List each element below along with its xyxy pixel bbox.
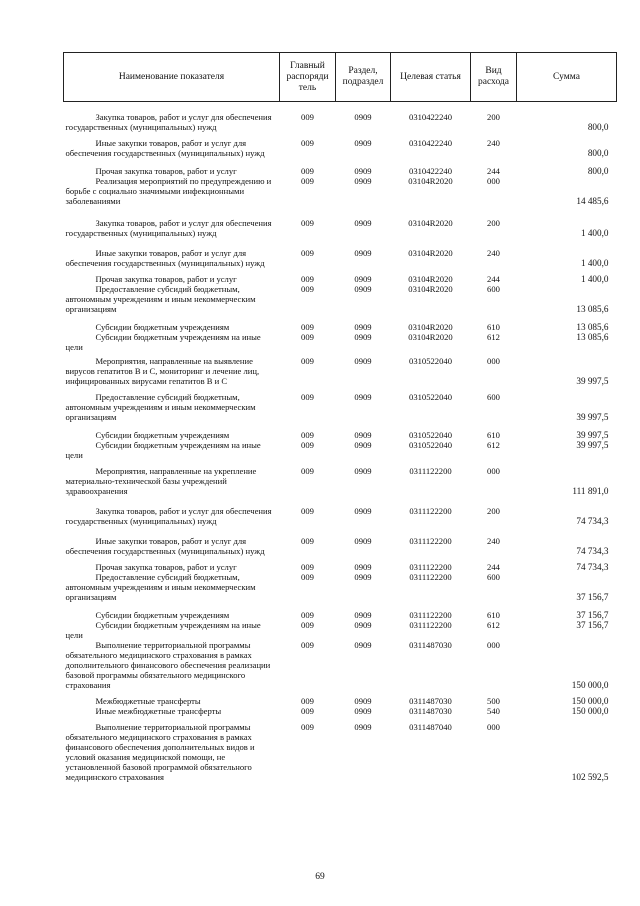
row-target: 0310422240 bbox=[409, 138, 452, 148]
row-admin: 009 bbox=[301, 430, 314, 440]
row-section: 0909 bbox=[354, 440, 372, 450]
row-type: 540 bbox=[487, 706, 500, 716]
row-section: 0909 bbox=[354, 176, 372, 186]
row-name: Прочая закупка товаров, работ и услуг bbox=[95, 562, 237, 572]
row-sum: 800,0 bbox=[587, 122, 609, 132]
row-target: 0311487030 bbox=[409, 706, 452, 716]
row-admin: 009 bbox=[301, 332, 314, 342]
row-name: Субсидии бюджетным учреждениям на иные цели bbox=[65, 440, 261, 460]
budget-table bbox=[63, 52, 617, 782]
row-type: 600 bbox=[487, 392, 500, 402]
row-name: Закупка товаров, работ и услуг для обеспечения государственных (муниципальных) нужд bbox=[65, 506, 272, 526]
table-body bbox=[64, 102, 617, 783]
header-target: Целевая статья bbox=[391, 53, 471, 102]
table-row bbox=[64, 722, 617, 782]
row-section: 0909 bbox=[354, 506, 372, 516]
row-section: 0909 bbox=[354, 248, 372, 258]
row-section: 0909 bbox=[354, 284, 372, 294]
table-row bbox=[64, 706, 617, 716]
row-name: Выполнение территориальной программы обязательного медицинского страхования в рамках финансового обеспечения дополнительных видов и условий оказания медицинской помощи, не установленной базовой программой обязательного медицинского страхования bbox=[65, 722, 255, 782]
row-admin: 009 bbox=[301, 284, 314, 294]
row-sum: 111 891,0 bbox=[572, 486, 609, 496]
row-target: 0311487040 bbox=[409, 722, 452, 732]
row-name: Мероприятия, направленные на укрепление материально-технической базы учреждений здравоохранения bbox=[65, 466, 257, 496]
row-sum: 37 156,7 bbox=[576, 620, 609, 630]
row-name: Выполнение территориальной программы обязательного медицинского страхования в рамках дополнительного финансового обеспечения реализации базовой программы обязательного медицинского страхования bbox=[65, 640, 271, 690]
row-section: 0909 bbox=[354, 562, 372, 572]
row-target: 0310522040 bbox=[409, 430, 452, 440]
row-sum: 800,0 bbox=[587, 148, 609, 158]
table-row bbox=[64, 112, 617, 132]
row-section: 0909 bbox=[354, 696, 372, 706]
row-section: 0909 bbox=[354, 332, 372, 342]
row-section: 0909 bbox=[354, 322, 372, 332]
table-row bbox=[64, 506, 617, 526]
row-sum: 37 156,7 bbox=[576, 592, 609, 602]
header-sum: Сумма bbox=[517, 53, 617, 102]
row-name: Прочая закупка товаров, работ и услуг bbox=[95, 166, 237, 176]
row-sum: 800,0 bbox=[587, 166, 609, 176]
row-section: 0909 bbox=[354, 138, 372, 148]
row-sum: 1 400,0 bbox=[580, 228, 609, 238]
row-sum: 39 997,5 bbox=[576, 430, 609, 440]
row-target: 0311122200 bbox=[409, 506, 452, 516]
row-name: Субсидии бюджетным учреждениям bbox=[95, 322, 230, 332]
row-admin: 009 bbox=[301, 322, 314, 332]
row-type: 244 bbox=[487, 274, 500, 284]
row-type: 000 bbox=[487, 176, 500, 186]
row-name: Предоставление субсидий бюджетным, автономным учреждениям и иным некоммерческим организациям bbox=[65, 392, 256, 422]
row-section: 0909 bbox=[354, 706, 372, 716]
row-target: 0310522040 bbox=[409, 392, 452, 402]
table-row bbox=[64, 218, 617, 238]
row-section: 0909 bbox=[354, 466, 372, 476]
row-section: 0909 bbox=[354, 620, 372, 630]
row-type: 000 bbox=[487, 722, 500, 732]
row-target: 03104R2020 bbox=[408, 218, 453, 228]
table-row bbox=[64, 572, 617, 602]
header-admin: Главный распоряди тель bbox=[280, 53, 336, 102]
row-target: 0310422240 bbox=[409, 166, 452, 176]
row-section: 0909 bbox=[354, 640, 372, 650]
row-type: 612 bbox=[487, 332, 500, 342]
row-sum: 13 085,6 bbox=[576, 322, 609, 332]
row-type: 000 bbox=[487, 466, 500, 476]
row-sum: 37 156,7 bbox=[576, 610, 609, 620]
row-admin: 009 bbox=[301, 166, 314, 176]
row-admin: 009 bbox=[301, 696, 314, 706]
row-name: Закупка товаров, работ и услуг для обеспечения государственных (муниципальных) нужд bbox=[65, 112, 272, 132]
row-sum: 74 734,3 bbox=[576, 516, 609, 526]
row-name: Иные закупки товаров, работ и услуг для обеспечения государственных (муниципальных) нужд bbox=[65, 248, 265, 268]
row-type: 244 bbox=[487, 166, 500, 176]
row-type: 200 bbox=[487, 218, 500, 228]
row-name: Межбюджетные трансферты bbox=[95, 696, 201, 706]
row-target: 03104R2020 bbox=[408, 322, 453, 332]
row-type: 200 bbox=[487, 506, 500, 516]
row-target: 03104R2020 bbox=[408, 176, 453, 186]
row-sum: 150 000,0 bbox=[571, 706, 609, 716]
row-target: 0310422240 bbox=[409, 112, 452, 122]
row-type: 200 bbox=[487, 112, 500, 122]
row-admin: 009 bbox=[301, 466, 314, 476]
table-row bbox=[64, 440, 617, 460]
row-section: 0909 bbox=[354, 356, 372, 366]
row-name: Иные межбюджетные трансферты bbox=[95, 706, 222, 716]
row-target: 0311122200 bbox=[409, 620, 452, 630]
table-row bbox=[64, 176, 617, 206]
row-admin: 009 bbox=[301, 440, 314, 450]
row-type: 610 bbox=[487, 430, 500, 440]
row-name: Иные закупки товаров, работ и услуг для обеспечения государственных (муниципальных) нужд bbox=[65, 536, 265, 556]
row-sum: 74 734,3 bbox=[576, 562, 609, 572]
row-admin: 009 bbox=[301, 176, 314, 186]
row-sum: 39 997,5 bbox=[576, 412, 609, 422]
row-target: 03104R2020 bbox=[408, 332, 453, 342]
row-section: 0909 bbox=[354, 722, 372, 732]
row-type: 612 bbox=[487, 440, 500, 450]
table-row bbox=[64, 536, 617, 556]
row-admin: 009 bbox=[301, 572, 314, 582]
row-sum: 39 997,5 bbox=[576, 376, 609, 386]
row-admin: 009 bbox=[301, 218, 314, 228]
table-row bbox=[64, 430, 617, 440]
table-row bbox=[64, 248, 617, 268]
table-row bbox=[64, 284, 617, 314]
row-name: Субсидии бюджетным учреждениям на иные цели bbox=[65, 332, 261, 352]
row-target: 0310522040 bbox=[409, 440, 452, 450]
row-section: 0909 bbox=[354, 430, 372, 440]
row-target: 0311122200 bbox=[409, 536, 452, 546]
table-header bbox=[64, 53, 617, 102]
table-row bbox=[64, 332, 617, 352]
row-target: 0311487030 bbox=[409, 696, 452, 706]
row-section: 0909 bbox=[354, 218, 372, 228]
row-target: 0310522040 bbox=[409, 356, 452, 366]
row-sum: 1 400,0 bbox=[580, 258, 609, 268]
table-row bbox=[64, 138, 617, 158]
row-type: 612 bbox=[487, 620, 500, 630]
row-admin: 009 bbox=[301, 562, 314, 572]
table-row bbox=[64, 356, 617, 386]
row-sum: 74 734,3 bbox=[576, 546, 609, 556]
row-name: Закупка товаров, работ и услуг для обеспечения государственных (муниципальных) нужд bbox=[65, 218, 272, 238]
row-name: Иные закупки товаров, работ и услуг для обеспечения государственных (муниципальных) нужд bbox=[65, 138, 265, 158]
row-type: 600 bbox=[487, 284, 500, 294]
row-type: 600 bbox=[487, 572, 500, 582]
row-name: Реализация мероприятий по предупреждению и борьбе с социально значимыми инфекционными заболеваниями bbox=[65, 176, 272, 206]
row-admin: 009 bbox=[301, 722, 314, 732]
page-number: 69 bbox=[315, 872, 325, 882]
row-type: 240 bbox=[487, 248, 500, 258]
row-sum: 14 485,6 bbox=[576, 196, 609, 206]
row-section: 0909 bbox=[354, 572, 372, 582]
row-name: Субсидии бюджетным учреждениям bbox=[95, 430, 230, 440]
row-section: 0909 bbox=[354, 274, 372, 284]
row-name: Предоставление субсидий бюджетным, автономным учреждениям и иным некоммерческим организациям bbox=[65, 284, 256, 314]
row-name: Субсидии бюджетным учреждениям на иные цели bbox=[65, 620, 261, 640]
row-name: Субсидии бюджетным учреждениям bbox=[95, 610, 230, 620]
row-target: 0311487030 bbox=[409, 640, 452, 650]
table-row bbox=[64, 166, 617, 176]
row-target: 03104R2020 bbox=[408, 274, 453, 284]
header-type: Вид расхода bbox=[471, 53, 517, 102]
table-row bbox=[64, 610, 617, 620]
row-section: 0909 bbox=[354, 536, 372, 546]
row-sum: 13 085,6 bbox=[576, 304, 609, 314]
row-target: 03104R2020 bbox=[408, 284, 453, 294]
table-row bbox=[64, 562, 617, 572]
header-section: Раздел, подраздел bbox=[336, 53, 391, 102]
row-admin: 009 bbox=[301, 356, 314, 366]
row-section: 0909 bbox=[354, 166, 372, 176]
row-target: 0311122200 bbox=[409, 466, 452, 476]
row-admin: 009 bbox=[301, 610, 314, 620]
table-row bbox=[64, 274, 617, 284]
row-type: 240 bbox=[487, 536, 500, 546]
row-type: 610 bbox=[487, 322, 500, 332]
table-row bbox=[64, 620, 617, 640]
header-name: Наименование показателя bbox=[64, 53, 280, 102]
row-sum: 13 085,6 bbox=[576, 332, 609, 342]
row-type: 244 bbox=[487, 562, 500, 572]
row-section: 0909 bbox=[354, 112, 372, 122]
row-admin: 009 bbox=[301, 138, 314, 148]
row-name: Мероприятия, направленные на выявление вирусов гепатитов В и С, мониторинг и лечение лиц, инфицированных вирусами гепатитов В и С bbox=[65, 356, 260, 386]
row-name: Предоставление субсидий бюджетным, автономным учреждениям и иным некоммерческим организациям bbox=[65, 572, 256, 602]
row-section: 0909 bbox=[354, 610, 372, 620]
row-sum: 1 400,0 bbox=[580, 274, 609, 284]
row-section: 0909 bbox=[354, 392, 372, 402]
row-sum: 150 000,0 bbox=[571, 696, 609, 706]
table-row bbox=[64, 466, 617, 496]
row-target: 0311122200 bbox=[409, 610, 452, 620]
row-admin: 009 bbox=[301, 640, 314, 650]
row-type: 000 bbox=[487, 640, 500, 650]
row-admin: 009 bbox=[301, 274, 314, 284]
row-type: 000 bbox=[487, 356, 500, 366]
table-row bbox=[64, 392, 617, 422]
row-type: 610 bbox=[487, 610, 500, 620]
row-admin: 009 bbox=[301, 536, 314, 546]
row-target: 03104R2020 bbox=[408, 248, 453, 258]
row-type: 500 bbox=[487, 696, 500, 706]
row-target: 0311122200 bbox=[409, 572, 452, 582]
row-sum: 102 592,5 bbox=[571, 772, 609, 782]
row-admin: 009 bbox=[301, 248, 314, 258]
row-admin: 009 bbox=[301, 620, 314, 630]
row-target: 0311122200 bbox=[409, 562, 452, 572]
row-admin: 009 bbox=[301, 706, 314, 716]
row-admin: 009 bbox=[301, 392, 314, 402]
table-row bbox=[64, 696, 617, 706]
row-name: Прочая закупка товаров, работ и услуг bbox=[95, 274, 237, 284]
row-type: 240 bbox=[487, 138, 500, 148]
row-sum: 39 997,5 bbox=[576, 440, 609, 450]
row-admin: 009 bbox=[301, 112, 314, 122]
row-admin: 009 bbox=[301, 506, 314, 516]
table-row bbox=[64, 640, 617, 690]
table-row bbox=[64, 322, 617, 332]
row-sum: 150 000,0 bbox=[571, 680, 609, 690]
